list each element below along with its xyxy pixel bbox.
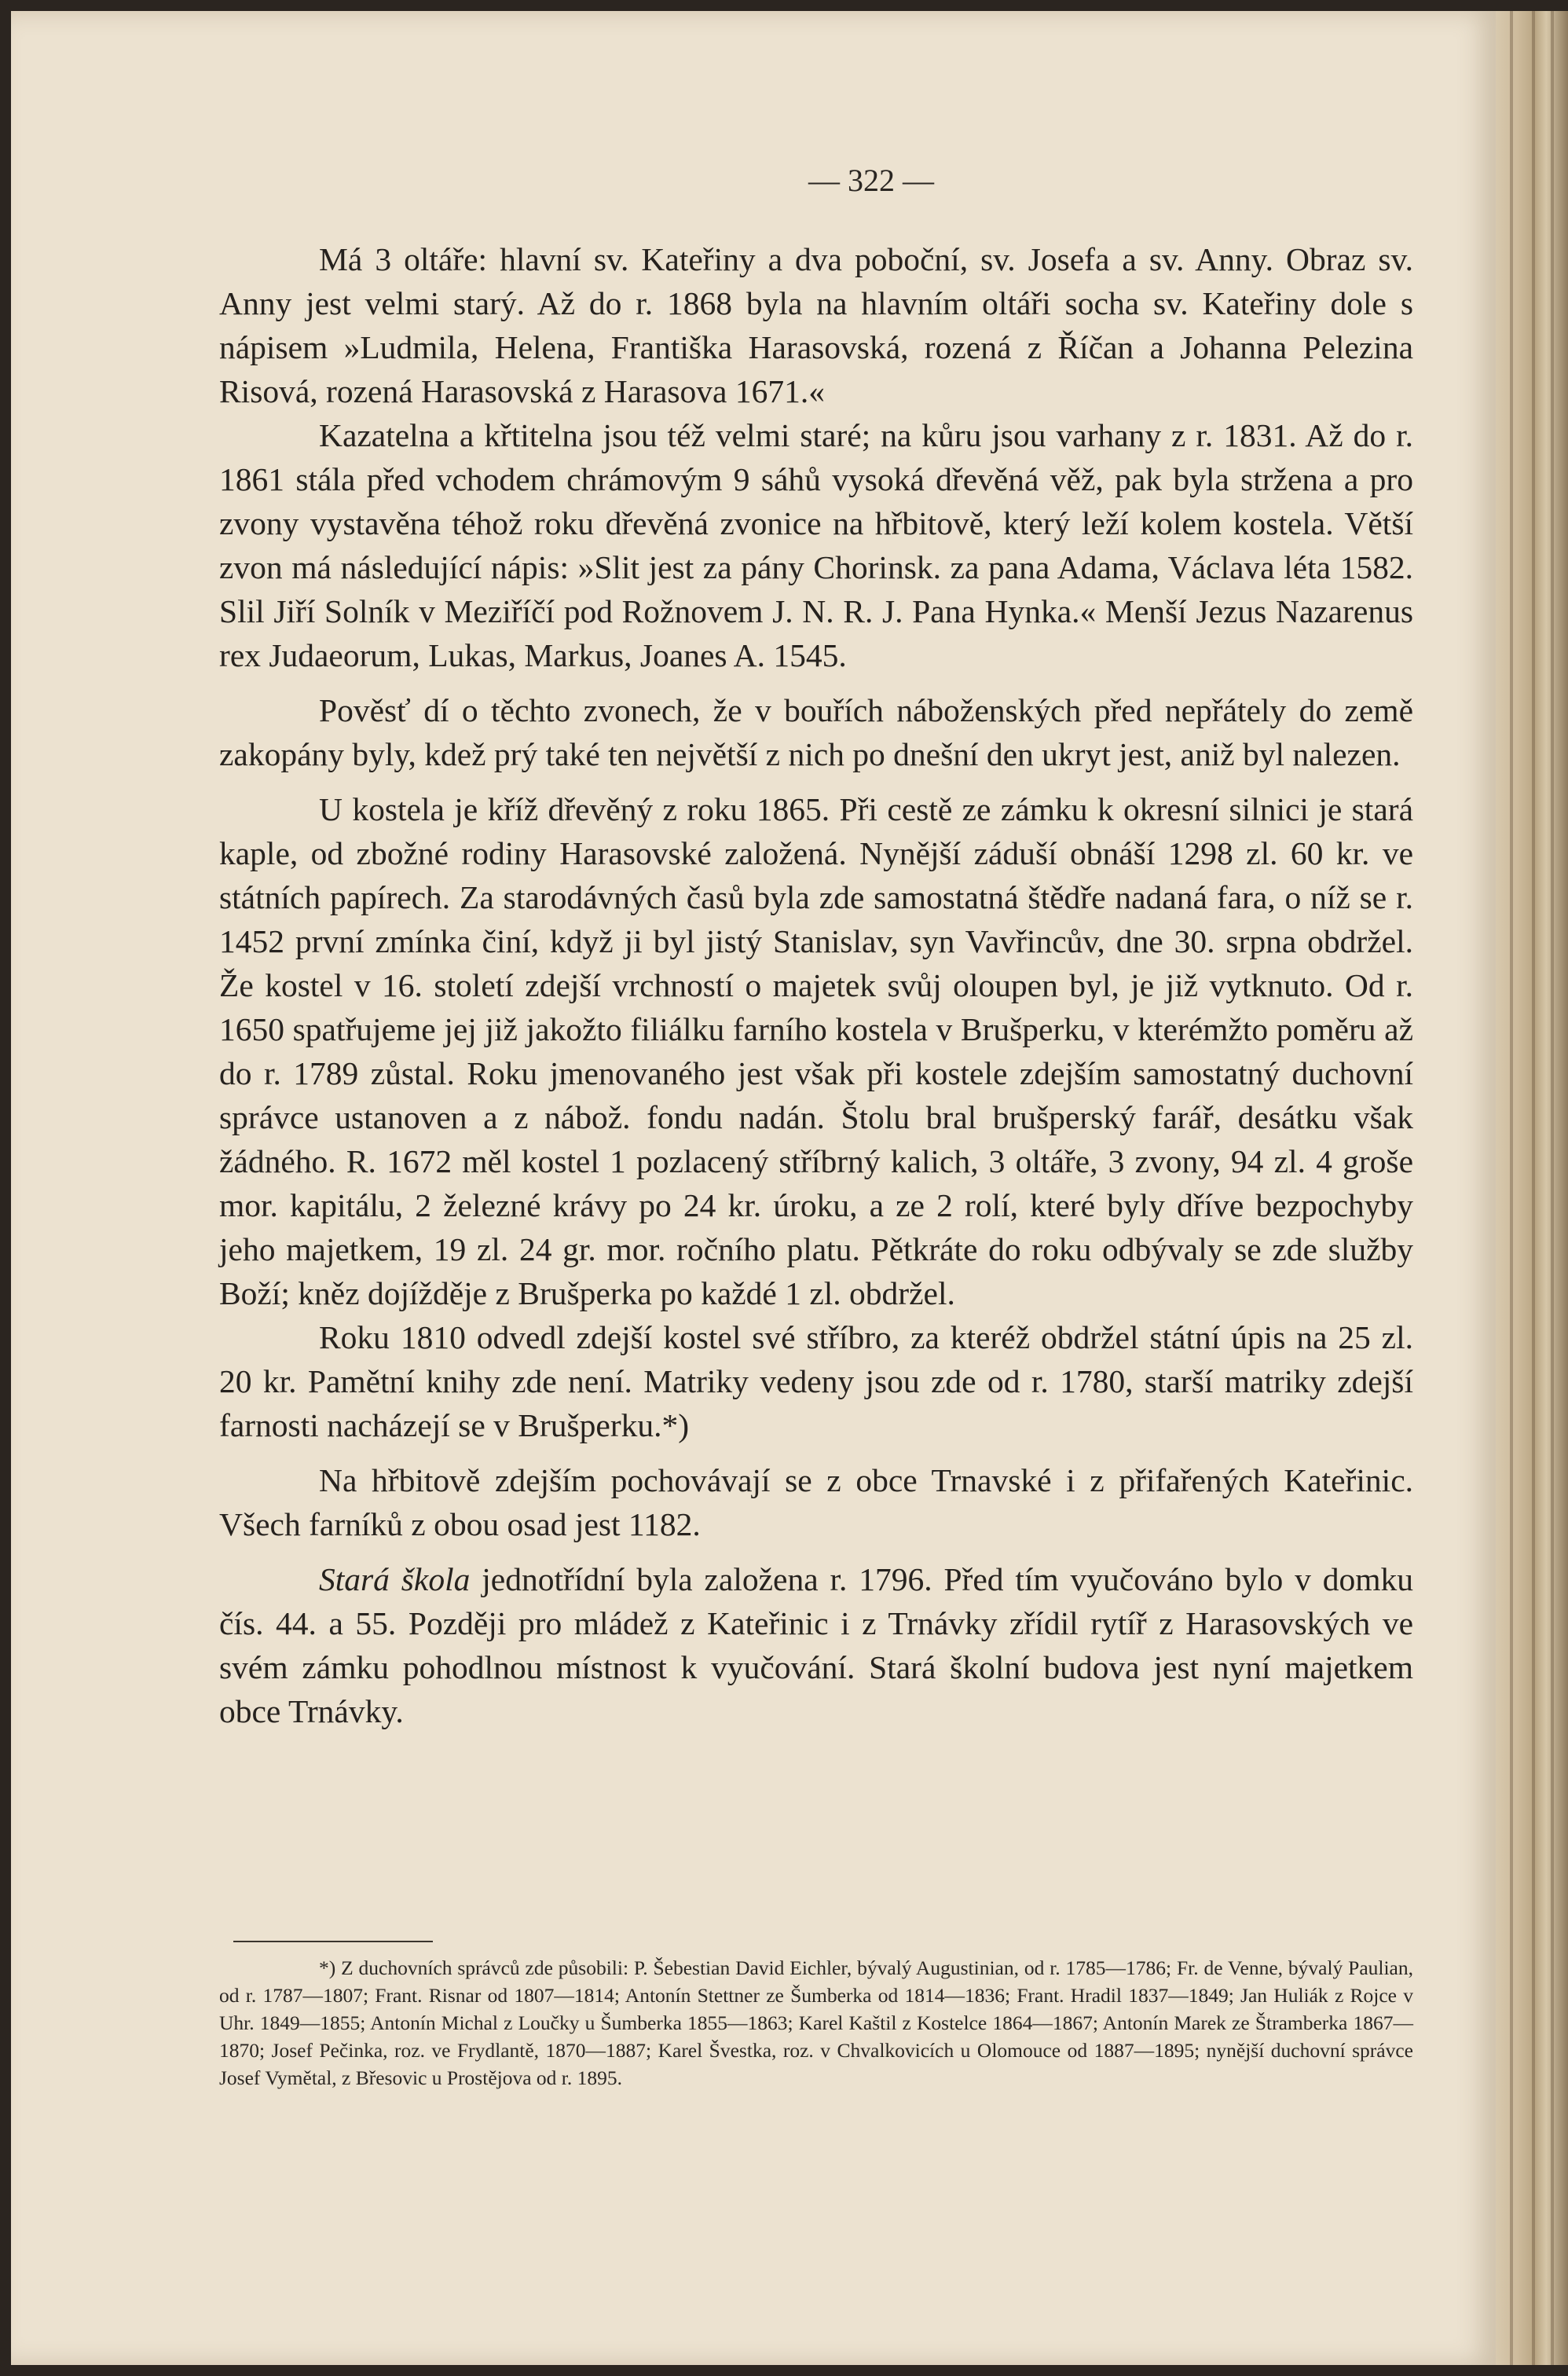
old-school-lead: Stará škola — [319, 1561, 471, 1597]
paragraph-cemetery: Na hřbitově zdejším pochovávají se z obce Trnavské i z přifařených Kateřinic. Všech farníků z obou osad jest 1182. — [219, 1462, 1413, 1542]
paragraph-altars: Má 3 oltáře: hlavní sv. Kateřiny a dva poboční, sv. Josefa a sv. Anny. Obraz sv. Anny jest velmi starý. Až do r. 1868 byla na hlavním oltáři socha sv. Kateřiny dole s nápisem »Ludmila, Helena, Františka Harasovská, rozená z Říčan a Johanna Pelezina Risová, rozená Harasovská z Harasova 1671.« — [219, 241, 1413, 409]
paragraph-pulpit-bells: Kazatelna a křtitelna jsou též velmi staré; na kůru jsou varhany z r. 1831. Až do r. 1861 stála před vchodem chrámovým 9 sáhů vysoká dřevěná věž, pak byla stržena a pro zvony vystavěna téhož roku dřevěná zvonice na hřbitově, který leží kolem kostela. Větší zvon má následující nápis: »Slit jest za pány Chorinsk. za pana Adama, Václava léta 1582. Slil Jiří Solník v Meziříčí pod Rožnovem J. N. R. J. Pana Hynka.« Menší Jezus Nazarenus rex Judaeorum, Lukas, Markus, Joanes A. 1545. — [219, 417, 1413, 673]
paragraph-old-school — [219, 1557, 1413, 1733]
old-school-text: jednotřídní byla založena r. 1796. Před tím vyučováno bylo v domku čís. 44. a 55. Později pro mládež z Kateřinic i z Trnávky zřídil rytíř z Harasovských ve svém zámku pohodlnou místnost k vyučování. Stará školní budova jest nyní majetkem obce Trnávky. — [219, 1561, 1414, 1729]
page-edge-line — [1510, 11, 1513, 2365]
body-text — [219, 237, 1413, 1733]
paragraph-silver-registers: Roku 1810 odvedl zdejší kostel své stříbro, za kteréž obdržel státní úpis na 25 zl. 20 kr. Pamětní knihy zde není. Matriky vedeny jsou zde od r. 1780, starší matriky zdejší farnosti nacházejí se v Brušperku.*) — [219, 1319, 1413, 1443]
page-number: — 322 — — [808, 163, 934, 198]
paragraph-church-history: U kostela je kříž dřevěný z roku 1865. Při cestě ze zámku k okresní silnici je stará kaple, od zbožné rodiny Harasovské založená. Nynější záduší obnáší 1298 zl. 60 kr. ve státních papírech. Za starodávných časů byla zde samostatná štědře nadaná fara, o níž se r. 1452 první zmínka činí, když ji byl jistý Stanislav, syn Vavřincův, dne 30. srpna obdržel. Že kostel v 16. století zdejší vrchností o majetek svůj oloupen byl, je již vytknuto. Od r. 1650 spatřujeme jej již jakožto filiálku farního kostela v Brušperku, v kterémžto poměru až do r. 1789 zůstal. Roku jmenovaného jest však při kostele zdejším samostatný duchovní správce ustanoven a z nábož. fondu nadán. Štolu bral brušperský farář, desátku však žádného. R. 1672 měl kostel 1 pozlacený stříbrný kalich, 3 oltáře, 3 zvony, 94 zl. 4 groše mor. kapitálu, 2 železné krávy po 24 kr. úroku, a ze 2 rolí, které byly dříve bezpochyby jeho majetkem, 19 zl. 24 gr. mor. ročního platu. Pětkráte do roku odbývaly se zde služby Boží; kněz dojížděje z Brušperka po každé 1 zl. obdržel. — [219, 791, 1413, 1311]
footnote — [219, 1954, 1413, 2092]
book-page-edges — [1496, 11, 1568, 2365]
paragraph-bell-legend: Pověsť dí o těchto zvonech, že v bouřích náboženských před nepřátely do země zakopány byly, kdež prý také ten největší z nich po dnešní den ukryt jest, aniž byl nalezen. — [219, 692, 1413, 772]
page-edge-line — [1551, 11, 1554, 2365]
footnote-divider — [233, 1941, 433, 1942]
paper-page — [11, 11, 1496, 2365]
page-edge-line — [1532, 11, 1535, 2365]
footnote-text: *) Z duchovních správců zde působili: P. Šebestian David Eichler, bývalý Augustinian, od r. 1785—1786; Fr. de Venne, bývalý Paulian, od r. 1787—1807; Frant. Risnar od 1807—1814; Antonín Stettner ze Šumberka od 1814—1836; Frant. Hradil 1837—1849; Jan Huliák z Rojce v Uhr. 1849—1855; Antonín Michal z Loučky u Šumberka 1855—1863; Karel Kaštil z Kostelce 1864—1867; Antonín Marek ze Štramberka 1867—1870; Josef Pečinka, roz. ve Frydlantě, 1870—1887; Karel Švestka, roz. v Chvalkovicích u Olomouce od 1887—1895; nynější duchovní správce Josef Vymětal, z Břesovic u Prostějova od r. 1895. — [219, 1956, 1413, 2089]
